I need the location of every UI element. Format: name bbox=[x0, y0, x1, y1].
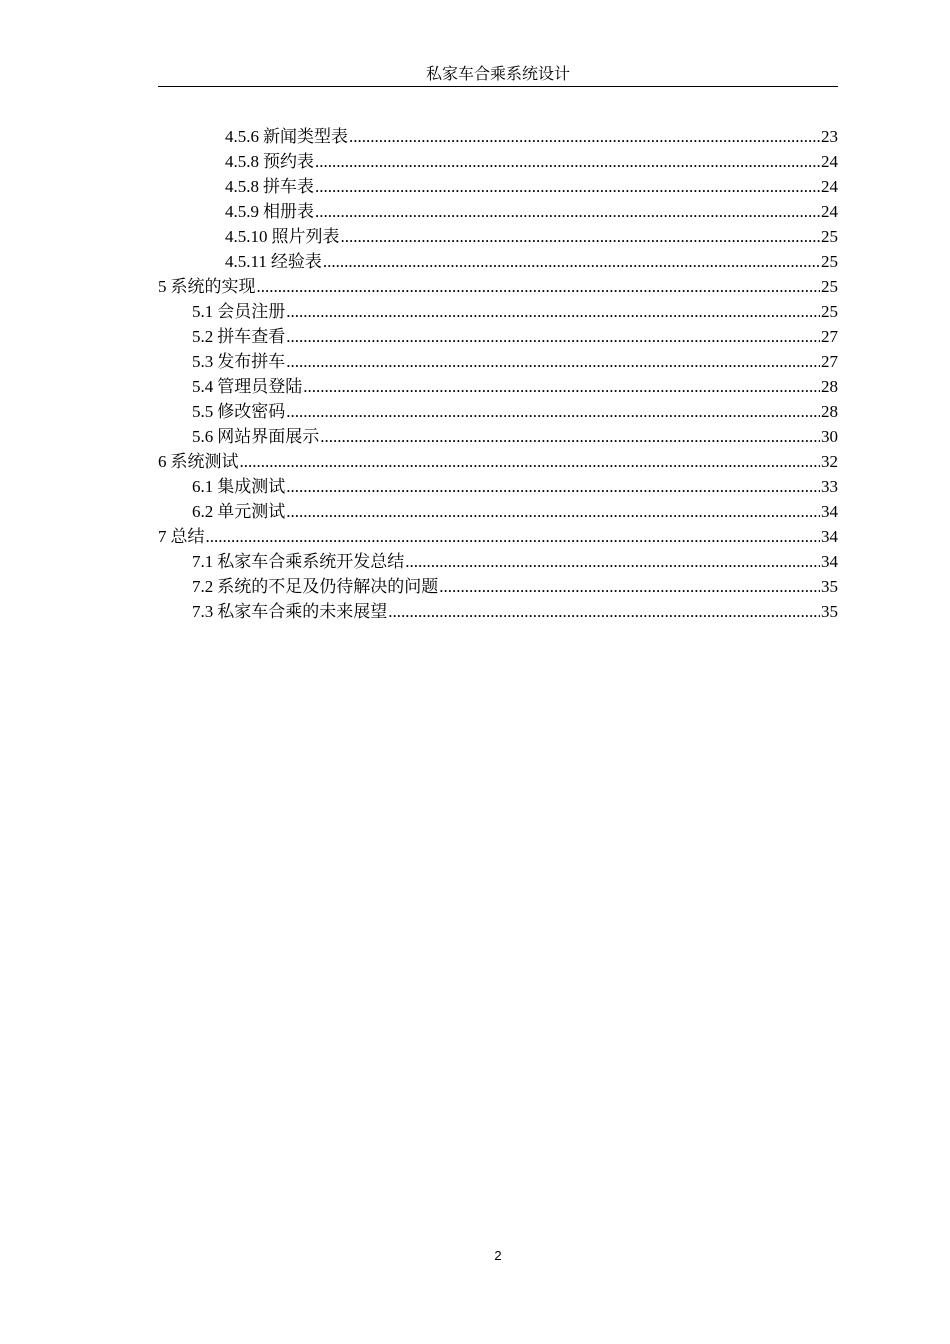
toc-dot-leader bbox=[286, 349, 820, 374]
toc-entry-page: 27 bbox=[821, 327, 838, 346]
toc-entry[interactable] bbox=[158, 374, 838, 399]
toc-entry-title: 会员注册 bbox=[217, 302, 286, 321]
toc-entry-title: 拼车查看 bbox=[217, 327, 286, 346]
toc-entry-page: 25 bbox=[821, 302, 838, 321]
toc-entry-number: 7 bbox=[158, 527, 167, 546]
toc-entry-number: 4.5.9 bbox=[225, 202, 259, 221]
toc-dot-leader bbox=[303, 374, 820, 399]
toc-entry[interactable] bbox=[158, 599, 838, 624]
toc-entry-page: 32 bbox=[821, 452, 838, 471]
toc-entry-title: 拼车表 bbox=[263, 177, 314, 196]
toc-dot-leader bbox=[349, 124, 820, 149]
toc-entry-number: 4.5.8 bbox=[225, 152, 259, 171]
toc-entry[interactable] bbox=[158, 149, 838, 174]
toc-dot-leader bbox=[405, 549, 820, 574]
toc-entry-page: 25 bbox=[821, 277, 838, 296]
toc-entry-page: 28 bbox=[821, 377, 838, 396]
toc-entry-title: 经验表 bbox=[270, 252, 322, 271]
toc-entry-page: 35 bbox=[821, 577, 838, 596]
toc-entry-page: 25 bbox=[821, 227, 838, 246]
toc-entry-page: 34 bbox=[821, 552, 838, 571]
toc-entry-number: 5.1 bbox=[192, 302, 214, 321]
toc-entry-title: 修改密码 bbox=[217, 402, 286, 421]
toc-dot-leader bbox=[388, 599, 820, 624]
toc-entry-title: 管理员登陆 bbox=[217, 377, 303, 396]
toc-entry-title: 相册表 bbox=[263, 202, 314, 221]
toc-dot-leader bbox=[320, 424, 820, 449]
toc-entry-page: 27 bbox=[821, 352, 838, 371]
toc-entry[interactable] bbox=[158, 224, 838, 249]
toc-entry[interactable] bbox=[158, 124, 838, 149]
toc-entry-title: 系统测试 bbox=[170, 452, 239, 471]
toc-dot-leader bbox=[286, 324, 820, 349]
toc-dot-leader bbox=[315, 149, 820, 174]
toc-entry-number: 4.5.10 bbox=[225, 227, 268, 246]
toc-dot-leader bbox=[323, 249, 820, 274]
toc-dot-leader bbox=[206, 524, 821, 549]
toc-entry-page: 24 bbox=[821, 152, 838, 171]
toc-entry[interactable] bbox=[158, 349, 838, 374]
toc-entry-page: 35 bbox=[821, 602, 838, 621]
toc-entry-number: 6 bbox=[158, 452, 167, 471]
toc-dot-leader bbox=[240, 449, 821, 474]
toc-entry-number: 7.1 bbox=[192, 552, 214, 571]
toc-entry-page: 34 bbox=[821, 502, 838, 521]
toc-entry-number: 5.3 bbox=[192, 352, 214, 371]
toc-entry[interactable] bbox=[158, 424, 838, 449]
toc-entry[interactable] bbox=[158, 524, 838, 549]
toc-entry-number: 4.5.8 bbox=[225, 177, 259, 196]
toc-dot-leader bbox=[315, 174, 820, 199]
toc-dot-leader bbox=[341, 224, 821, 249]
toc-entry-title: 发布拼车 bbox=[217, 352, 286, 371]
toc-entry-page: 24 bbox=[821, 177, 838, 196]
toc-entry[interactable] bbox=[158, 324, 838, 349]
toc-dot-leader bbox=[257, 274, 821, 299]
toc-entry-page: 24 bbox=[821, 202, 838, 221]
toc-entry[interactable] bbox=[158, 199, 838, 224]
toc-entry-number: 4.5.11 bbox=[225, 252, 267, 271]
toc-entry[interactable] bbox=[158, 174, 838, 199]
toc-entry-page: 28 bbox=[821, 402, 838, 421]
toc-entry-number: 6.2 bbox=[192, 502, 214, 521]
toc-entry[interactable] bbox=[158, 549, 838, 574]
toc-entry-page: 23 bbox=[821, 127, 838, 146]
toc-entry-number: 5.2 bbox=[192, 327, 214, 346]
toc-entry-page: 33 bbox=[821, 477, 838, 496]
toc-entry[interactable] bbox=[158, 574, 838, 599]
toc-entry-title: 单元测试 bbox=[217, 502, 286, 521]
toc-dot-leader bbox=[315, 199, 820, 224]
toc-entry-title: 照片列表 bbox=[271, 227, 340, 246]
toc-entry-number: 7.2 bbox=[192, 577, 214, 596]
toc-dot-leader bbox=[286, 474, 820, 499]
toc-dot-leader bbox=[286, 399, 820, 424]
page-number: 2 bbox=[494, 1248, 502, 1263]
toc-entry-title: 私家车合乘的未来展望 bbox=[217, 602, 388, 621]
toc-entry[interactable] bbox=[158, 249, 838, 274]
toc-entry[interactable] bbox=[158, 474, 838, 499]
toc-dot-leader bbox=[286, 499, 820, 524]
table-of-contents bbox=[158, 124, 838, 624]
toc-entry[interactable] bbox=[158, 274, 838, 299]
toc-entry-title: 私家车合乘系统开发总结 bbox=[217, 552, 405, 571]
toc-entry-number: 5.6 bbox=[192, 427, 214, 446]
toc-entry-number: 4.5.6 bbox=[225, 127, 259, 146]
toc-dot-leader bbox=[439, 574, 820, 599]
toc-entry[interactable] bbox=[158, 399, 838, 424]
toc-entry-title: 总结 bbox=[170, 527, 205, 546]
toc-entry-title: 系统的实现 bbox=[170, 277, 256, 296]
toc-entry-title: 新闻类型表 bbox=[263, 127, 348, 146]
toc-entry-number: 6.1 bbox=[192, 477, 214, 496]
toc-entry-title: 系统的不足及仍待解决的问题 bbox=[217, 577, 439, 596]
toc-entry-page: 34 bbox=[821, 527, 838, 546]
toc-entry-title: 集成测试 bbox=[217, 477, 286, 496]
toc-entry-page: 30 bbox=[821, 427, 838, 446]
header-rule bbox=[158, 86, 838, 87]
toc-entry-number: 5.5 bbox=[192, 402, 214, 421]
toc-entry[interactable] bbox=[158, 299, 838, 324]
toc-entry-number: 5 bbox=[158, 277, 167, 296]
toc-entry-number: 7.3 bbox=[192, 602, 214, 621]
toc-entry-number: 5.4 bbox=[192, 377, 214, 396]
toc-entry[interactable] bbox=[158, 499, 838, 524]
toc-dot-leader bbox=[286, 299, 820, 324]
running-header: 私家车合乘系统设计 bbox=[425, 66, 570, 83]
toc-entry-title: 预约表 bbox=[263, 152, 314, 171]
toc-entry-page: 25 bbox=[821, 252, 838, 271]
toc-entry[interactable] bbox=[158, 449, 838, 474]
toc-entry-title: 网站界面展示 bbox=[217, 427, 320, 446]
